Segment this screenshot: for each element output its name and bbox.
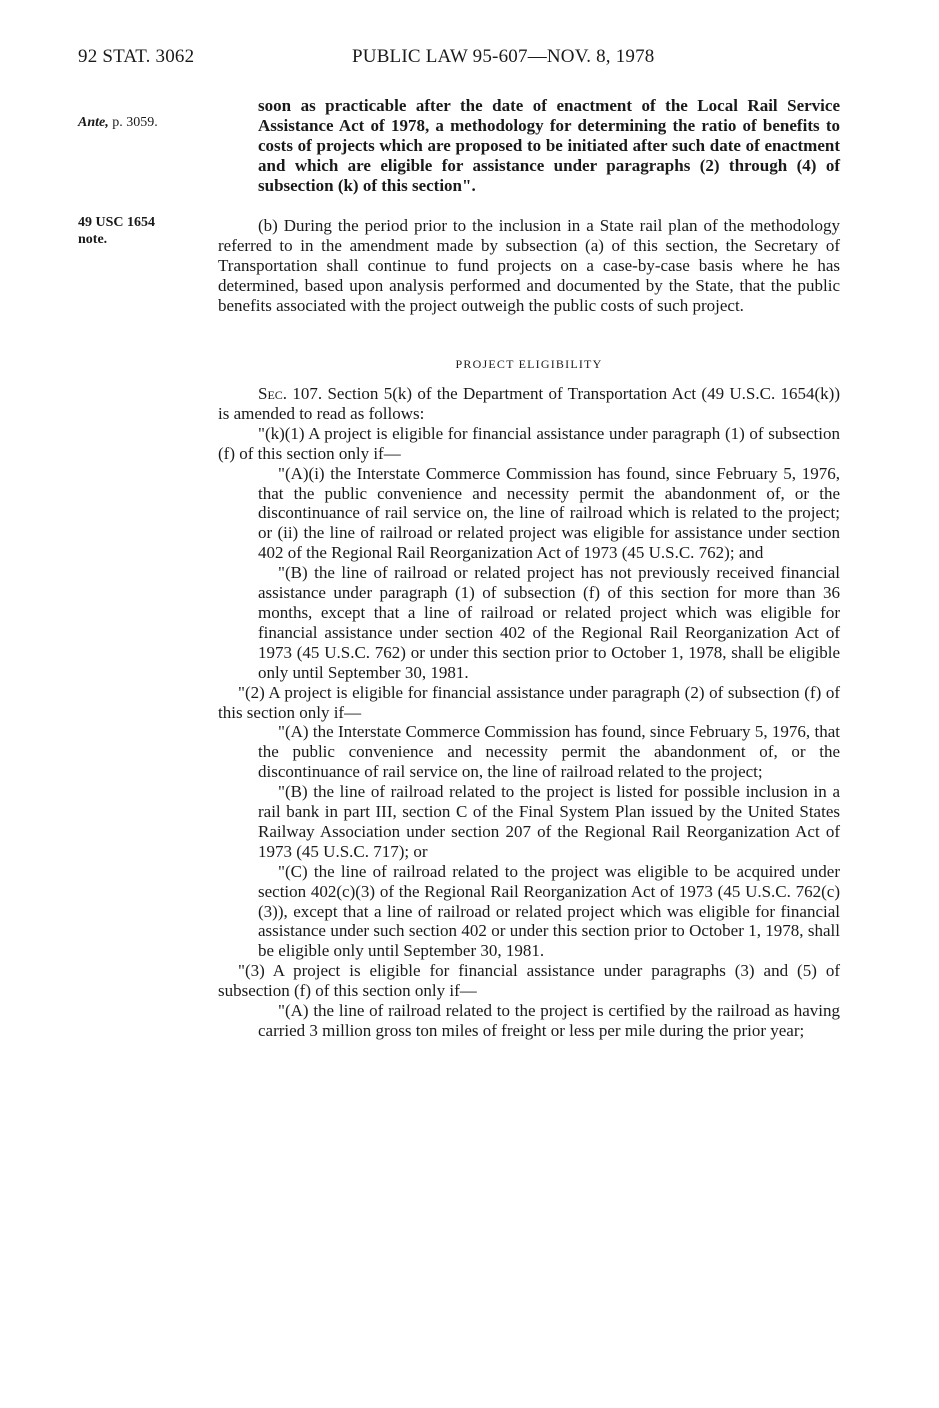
subsection-k2: "(2) A project is eligible for financial assistance under paragraph (2) of subsection (f) of this section only if—: [218, 682, 840, 722]
paragraph-1: soon as practicable after the date of enactment of the Local Rail Service Assistance Act of 1978, a methodology for determining the ratio of benefits to costs of projects which are proposed to be initiated after such date of enactment and which are eligible for assistance under paragraphs (2) through (4) of subsection (k) of this section".: [258, 96, 840, 195]
subsection-k3-A: "(A) the line of railroad related to the project is certified by the railroad as having carried 3 million gross ton miles of freight or less per mile during the prior year;: [258, 1001, 840, 1040]
margin-note-ante: [78, 114, 158, 131]
margin-note-usc-line2: note.: [78, 232, 108, 247]
section-heading: PROJECT ELIGIBILITY: [455, 357, 603, 371]
margin-note-ante-italic: Ante,: [78, 115, 109, 130]
section-107-intro: [218, 384, 840, 424]
section-label: Sec.: [258, 384, 288, 403]
subsection-k2-B: "(B) the line of railroad related to the project is listed for possible inclusion in a rail bank in part III, section C of the Final System Plan issued by the United States Railway Association under section 207 of the Regional Rail Reorganization Act of 1973 (45 U.S.C. 717); or: [258, 782, 840, 861]
page-stat-citation: 92 STAT. 3062: [78, 46, 195, 67]
margin-note-ante-page: p. 3059.: [112, 115, 158, 130]
subsection-k2-A: "(A) the Interstate Commerce Commission has found, since February 5, 1976, that the public convenience and necessity permit the abandonment of, or the discontinuance of rail service on, the line of railroad related to the project;: [258, 722, 840, 782]
paragraph-b: [218, 216, 840, 316]
subsection-k3: "(3) A project is eligible for financial assistance under paragraphs (3) and (5) of subsection (f) of this section only if—: [218, 961, 840, 1001]
paragraph-2: (b) During the period prior to the inclusion in a State rail plan of the methodology referred to in the amendment made by subsection (a) of this section, the Secretary of Transportation shall continue to fund projects on a case-by-case basis where he has determined, based upon analysis performed and documented by the State, that the public benefits associated with the project outweigh the public costs of such project.: [218, 216, 840, 315]
paragraph-continued: [258, 96, 840, 196]
subsection-k1-B: "(B) the line of railroad or related project has not previously received financial assistance under paragraph (1) of subsection (f) of this section for more than 36 months, except that a line of railroad or related project which was eligible for financial assistance under section 402 of the Regional Rail Reorganization Act of 1973 (45 U.S.C. 762) or under this section prior to October 1, 1978, shall be eligible only until September 30, 1981.: [258, 563, 840, 682]
subsection-k2-C: "(C) the line of railroad related to the project was eligible to be acquired under section 402(c)(3) of the Regional Rail Reorganization Act of 1973 (45 U.S.C. 762(c)(3)), except that a line of railroad or related project which was eligible for financial assistance under such section 402 or under this section prior to October 1, 1978, shall be eligible only until September 30, 1981.: [258, 861, 840, 961]
page-running-title: PUBLIC LAW 95-607—NOV. 8, 1978: [352, 46, 655, 67]
margin-note-usc: [78, 214, 155, 248]
section-107-text: 107. Section 5(k) of the Department of Transportation Act (49 U.S.C. 1654(k)) is amended to read as follows:: [218, 384, 841, 423]
subsection-k1: "(k)(1) A project is eligible for financial assistance under paragraph (1) of subsection (f) of this section only if—: [218, 423, 840, 463]
section-107: [218, 384, 840, 1041]
subsection-k1-A: "(A)(i) the Interstate Commerce Commission has found, since February 5, 1976, that the public convenience and necessity permit the abandonment of, or the discontinuance of rail service on, the line of railroad which is related to the project; or (ii) the line of railroad or related project was eligible for assistance under section 402 of the Regional Rail Reorganization Act of 1973 (45 U.S.C. 762); and: [258, 463, 840, 563]
margin-note-usc-line1: 49 USC 1654: [78, 215, 156, 230]
